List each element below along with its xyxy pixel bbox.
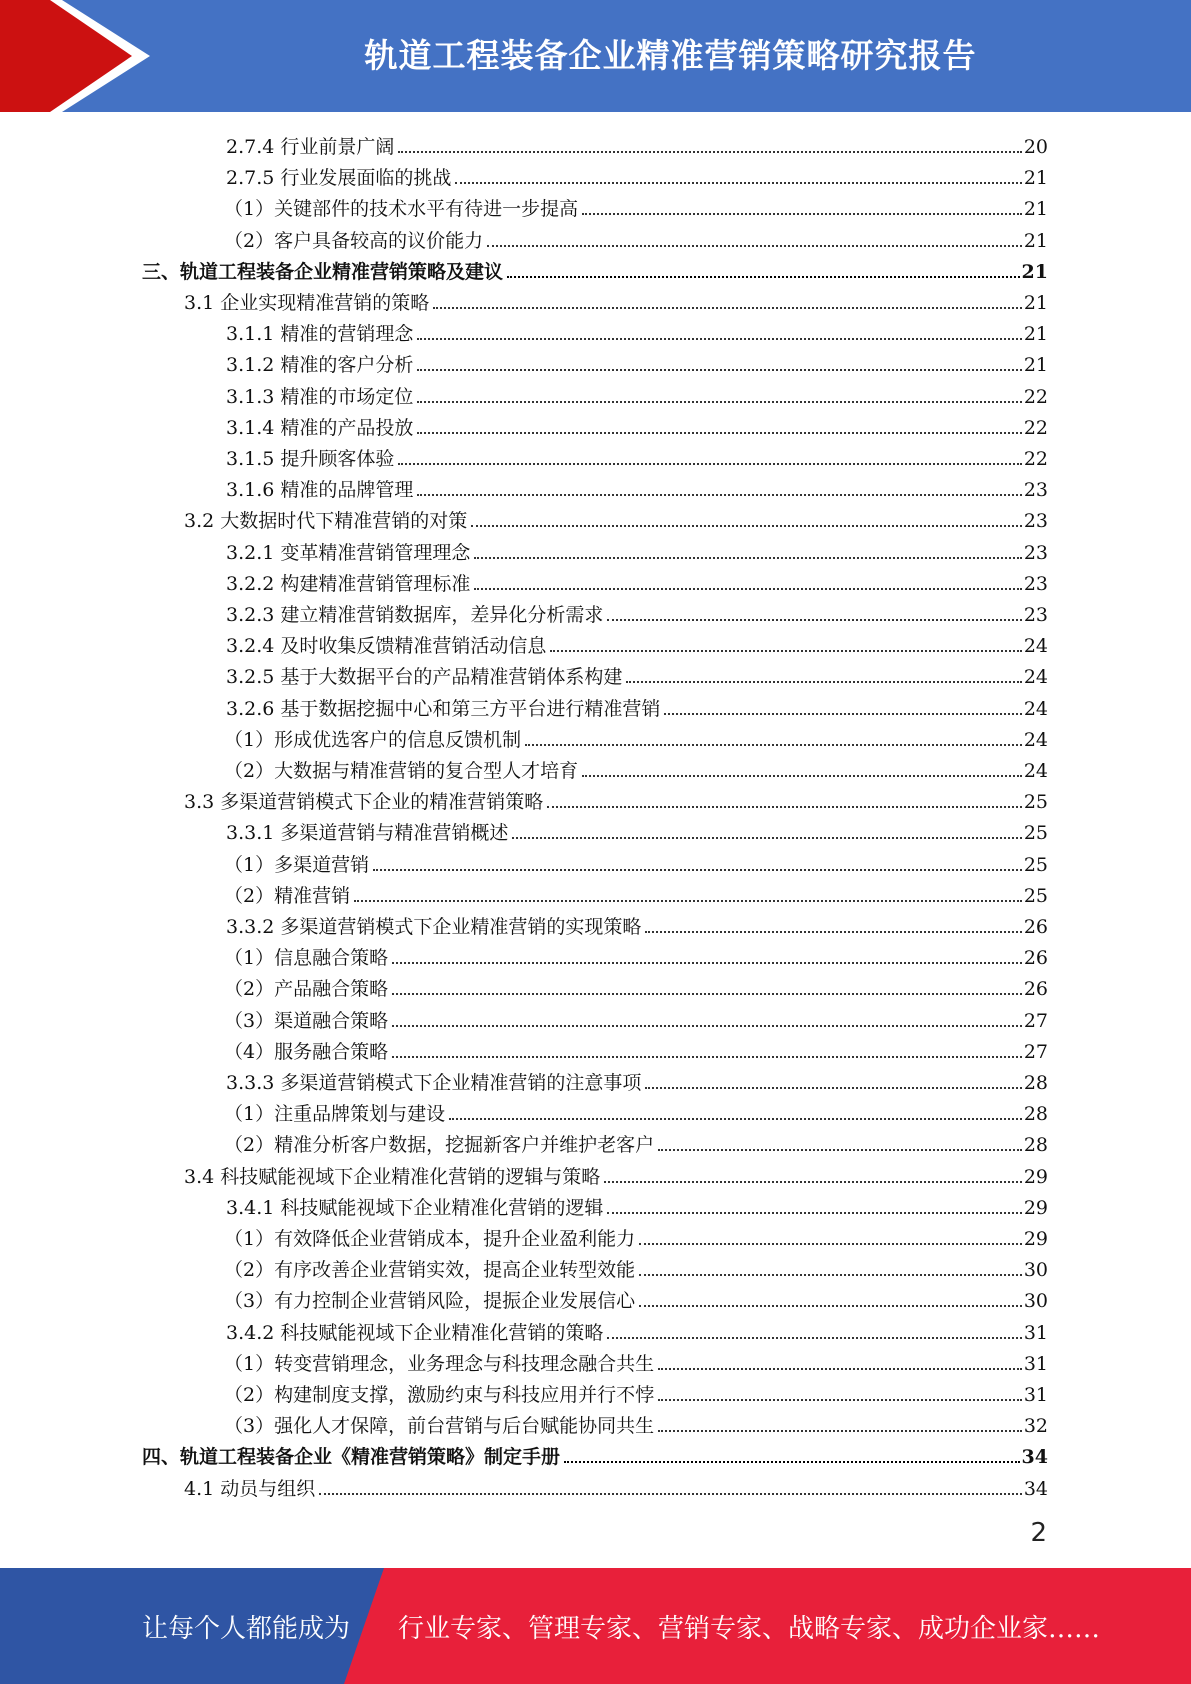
toc-entry-title: （1）形成优选客户的信息反馈机制 (224, 728, 522, 751)
toc-entry[interactable] (224, 1095, 1048, 1126)
toc-entry-page: 34 (1023, 1477, 1048, 1500)
toc-leader-dots (658, 1368, 1022, 1370)
toc-entry-page: 29 (1023, 1228, 1048, 1250)
toc-entry-title: 3.2.6 基于数据挖掘中心和第三方平台进行精准营销 (226, 697, 661, 720)
toc-entry[interactable] (226, 409, 1048, 440)
toc-entry[interactable] (224, 190, 1048, 221)
toc-entry-title: 3.3.3 多渠道营销模式下企业精准营销的注意事项 (226, 1072, 642, 1094)
toc-entry[interactable] (226, 534, 1048, 565)
toc-entry-title: 3.1.5 提升顾客体验 (226, 448, 395, 470)
toc-entry-title: （1）信息融合策略 (224, 947, 389, 970)
toc-entry-page: 21 (1023, 292, 1048, 314)
toc-entry-title: 3.4 科技赋能视域下企业精准化营销的逻辑与策略 (184, 1165, 601, 1188)
toc-entry-page: 22 (1023, 448, 1048, 470)
toc-entry[interactable] (224, 1282, 1048, 1313)
toc-leader-dots (658, 1430, 1022, 1432)
toc-entry-title: 3.2 大数据时代下精准营销的对策 (184, 510, 468, 533)
toc-leader-dots (658, 1399, 1022, 1401)
toc-leader-dots (455, 182, 1021, 184)
toc-entry[interactable] (226, 627, 1048, 658)
toc-entry[interactable] (224, 877, 1048, 908)
toc-entry-title: （1）转变营销理念，业务理念与科技理念融合共生 (224, 1352, 655, 1375)
toc-entry-title: （1）关键部件的技术水平有待进一步提高 (224, 198, 579, 221)
toc-entry[interactable] (226, 1064, 1048, 1095)
toc-entry[interactable] (224, 1345, 1048, 1376)
toc-leader-dots (417, 369, 1021, 371)
toc-entry[interactable] (224, 970, 1048, 1001)
toc-entry-title: 2.7.5 行业发展面临的挑战 (226, 167, 452, 190)
toc-entry-page: 24 (1023, 728, 1048, 751)
toc-entry[interactable] (142, 253, 1048, 284)
toc-leader-dots (626, 681, 1021, 683)
toc-entry[interactable] (184, 502, 1048, 533)
toc-entry[interactable] (226, 1314, 1048, 1345)
toc-leader-dots (658, 1149, 1022, 1151)
toc-leader-dots (512, 837, 1021, 839)
toc-entry[interactable] (226, 159, 1048, 190)
toc-entry-title: 3.3 多渠道营销模式下企业的精准营销策略 (184, 791, 544, 814)
toc-entry-page: 29 (1023, 1165, 1048, 1188)
toc-entry-page: 26 (1023, 978, 1048, 1001)
toc-entry-page: 23 (1023, 479, 1048, 502)
toc-entry-page: 23 (1023, 572, 1048, 595)
toc-entry-title: （2）构建制度支撑，激励约束与科技应用并行不悖 (224, 1384, 655, 1406)
toc-leader-dots (417, 401, 1021, 403)
toc-entry-page: 23 (1023, 604, 1048, 626)
toc-entry-page: 26 (1023, 916, 1048, 938)
toc-entry-title: （4）服务融合策略 (224, 1040, 389, 1063)
toc-entry-page: 21 (1023, 229, 1048, 252)
toc-entry-page: 31 (1023, 1352, 1048, 1375)
toc-entry[interactable] (226, 690, 1048, 721)
toc-entry[interactable] (226, 908, 1048, 939)
toc-entry-page: 31 (1023, 1384, 1048, 1406)
toc-entry[interactable] (184, 284, 1048, 315)
toc-leader-dots (398, 151, 1021, 153)
toc-entry-page: 21 (1023, 167, 1048, 190)
toc-entry-title: （1）有效降低企业营销成本，提升企业盈利能力 (224, 1228, 636, 1250)
toc-leader-dots (607, 1212, 1021, 1214)
toc-leader-dots (474, 557, 1021, 559)
toc-entry[interactable] (226, 128, 1048, 159)
toc-entry[interactable] (224, 846, 1048, 877)
toc-entry-title: （2）大数据与精准营销的复合型人才培育 (224, 760, 579, 782)
toc-entry[interactable] (224, 752, 1048, 783)
toc-entry-title: 3.1.2 精准的客户分析 (226, 354, 414, 377)
toc-leader-dots (398, 463, 1021, 465)
toc-entry[interactable] (224, 1376, 1048, 1407)
toc-entry-title: （1）多渠道营销 (224, 853, 370, 876)
toc-leader-dots (607, 1337, 1021, 1339)
toc-leader-dots (392, 1025, 1022, 1027)
toc-leader-dots (547, 806, 1022, 808)
toc-entry-page: 20 (1023, 136, 1048, 158)
toc-entry-title: 3.3.1 多渠道营销与精准营销概述 (226, 822, 509, 845)
toc-entry[interactable] (226, 1189, 1048, 1220)
toc-leader-dots (487, 245, 1022, 247)
toc-leader-dots (582, 775, 1022, 777)
toc-entry-title: 四、轨道工程装备企业《精准营销策略》制定手册 (142, 1446, 561, 1469)
toc-entry-page: 34 (1021, 1446, 1048, 1469)
toc-entry-page: 24 (1023, 760, 1048, 782)
toc-entry[interactable] (226, 378, 1048, 409)
toc-entry-title: （2）客户具备较高的议价能力 (224, 229, 484, 252)
footer-slogan-left: 让每个人都能成为 (142, 1613, 351, 1644)
toc-entry[interactable] (142, 1438, 1048, 1469)
toc-entry[interactable] (226, 596, 1048, 627)
toc-entry[interactable] (226, 565, 1048, 596)
toc-entry-page: 27 (1023, 1040, 1048, 1063)
toc-entry-page: 24 (1023, 697, 1048, 720)
toc-entry-title: （2）精准分析客户数据，挖掘新客户并维护老客户 (224, 1134, 655, 1157)
toc-entry-page: 25 (1023, 853, 1048, 876)
toc-entry[interactable] (224, 222, 1048, 253)
toc-entry[interactable] (226, 658, 1048, 689)
toc-entry-page: 25 (1023, 884, 1048, 907)
toc-leader-dots (319, 1493, 1022, 1495)
header-banner (0, 0, 1191, 112)
toc-leader-dots (474, 588, 1021, 590)
chevron-arrow-icon (0, 0, 160, 112)
footer-slogan-right: 行业专家、管理专家、营销专家、战略专家、成功企业家…… (398, 1613, 1101, 1644)
toc-entry-page: 26 (1023, 947, 1048, 970)
toc-entry-page: 21 (1023, 198, 1048, 221)
toc-entry-title: （2）精准营销 (224, 884, 351, 907)
toc-entry[interactable] (224, 939, 1048, 970)
toc-entry-title: （1）注重品牌策划与建设 (224, 1103, 446, 1126)
toc-entry-page: 24 (1023, 635, 1048, 658)
toc-entry-title: （3）有力控制企业营销风险，提振企业发展信心 (224, 1290, 636, 1313)
toc-leader-dots (607, 619, 1021, 621)
toc-entry[interactable] (226, 471, 1048, 502)
toc-entry-page: 32 (1023, 1415, 1048, 1438)
toc-leader-dots (417, 494, 1021, 496)
toc-entry-title: 3.2.1 变革精准营销管理理念 (226, 541, 471, 564)
toc-leader-dots (449, 1118, 1022, 1120)
toc-entry-title: 3.4.2 科技赋能视域下企业精准化营销的策略 (226, 1321, 604, 1344)
toc-entry-title: 4.1 动员与组织 (184, 1477, 316, 1500)
toc-entry-title: （3）渠道融合策略 (224, 1009, 389, 1032)
toc-entry-page: 22 (1023, 416, 1048, 439)
toc-entry[interactable] (224, 721, 1048, 752)
toc-leader-dots (392, 962, 1022, 964)
toc-entry[interactable] (226, 315, 1048, 346)
toc-entry-title: 3.2.3 建立精准营销数据库，差异化分析需求 (226, 604, 604, 626)
toc-entry-page: 30 (1023, 1259, 1048, 1282)
toc-leader-dots (564, 1461, 1020, 1463)
toc-leader-dots (354, 900, 1022, 902)
toc-leader-dots (604, 1181, 1022, 1183)
toc-entry-page: 27 (1023, 1009, 1048, 1032)
toc-entry-title: 3.1 企业实现精准营销的策略 (184, 292, 430, 314)
toc-entry-page: 23 (1023, 510, 1048, 533)
toc-leader-dots (471, 525, 1022, 527)
toc-entry-title: （2）有序改善企业营销实效，提高企业转型效能 (224, 1259, 636, 1282)
toc-entry[interactable] (224, 1126, 1048, 1157)
toc-entry[interactable] (224, 1407, 1048, 1438)
toc-leader-dots (639, 1274, 1022, 1276)
toc-entry[interactable] (184, 1158, 1048, 1189)
toc-entry-title: （2）产品融合策略 (224, 978, 389, 1001)
toc-leader-dots (392, 1056, 1022, 1058)
toc-leader-dots (525, 744, 1022, 746)
toc-entry-page: 21 (1023, 354, 1048, 377)
toc-entry-page: 22 (1023, 385, 1048, 408)
toc-entry[interactable] (224, 1220, 1048, 1251)
toc-entry-page: 28 (1023, 1072, 1048, 1094)
footer-banner (0, 1568, 1191, 1684)
toc-entry-page: 24 (1023, 666, 1048, 689)
toc-leader-dots (645, 1087, 1021, 1089)
toc-entry-title: 3.1.6 精准的品牌管理 (226, 479, 414, 502)
toc-entry[interactable] (224, 1033, 1048, 1064)
toc-entry[interactable] (226, 440, 1048, 471)
toc-leader-dots (639, 1243, 1022, 1245)
toc-entry-title: （3）强化人才保障，前台营销与后台赋能协同共生 (224, 1415, 655, 1438)
page-number: 2 (1030, 1518, 1047, 1548)
toc-entry-page: 29 (1023, 1196, 1048, 1219)
toc-leader-dots (392, 993, 1022, 995)
toc-entry-page: 28 (1023, 1103, 1048, 1126)
toc-entry-title: 3.1.3 精准的市场定位 (226, 385, 414, 408)
toc-entry-title: 3.2.2 构建精准营销管理标准 (226, 572, 471, 595)
toc-entry-title: 三、轨道工程装备企业精准营销策略及建议 (142, 260, 504, 283)
toc-entry-title: 3.3.2 多渠道营销模式下企业精准营销的实现策略 (226, 916, 642, 938)
toc-entry-page: 25 (1023, 791, 1048, 814)
toc-leader-dots (373, 869, 1022, 871)
toc-leader-dots (550, 650, 1021, 652)
toc-entry-page: 21 (1021, 260, 1048, 283)
toc-entry-title: 3.2.4 及时收集反馈精准营销活动信息 (226, 635, 547, 658)
toc-entry-title: 3.1.4 精准的产品投放 (226, 416, 414, 439)
toc-entry-page: 21 (1023, 323, 1048, 346)
toc-leader-dots (417, 338, 1021, 340)
toc-entry-page: 30 (1023, 1290, 1048, 1313)
toc-leader-dots (417, 432, 1021, 434)
toc-entry[interactable] (184, 1470, 1048, 1501)
toc-entry-title: 3.1.1 精准的营销理念 (226, 323, 414, 346)
toc-entry-title: 2.7.4 行业前景广阔 (226, 136, 395, 158)
toc-leader-dots (582, 213, 1022, 215)
toc-entry-page: 28 (1023, 1134, 1048, 1157)
toc-entry[interactable] (224, 1251, 1048, 1282)
toc-leader-dots (433, 307, 1022, 309)
toc-entry-page: 25 (1023, 822, 1048, 845)
toc-leader-dots (639, 1305, 1022, 1307)
toc-entry-page: 31 (1023, 1321, 1048, 1344)
toc-entry-title: 3.2.5 基于大数据平台的产品精准营销体系构建 (226, 666, 623, 689)
toc-entry[interactable] (226, 346, 1048, 377)
toc-entry[interactable] (224, 1002, 1048, 1033)
toc-entry[interactable] (184, 783, 1048, 814)
toc-entry-page: 23 (1023, 541, 1048, 564)
toc-entry-title: 3.4.1 科技赋能视域下企业精准化营销的逻辑 (226, 1196, 604, 1219)
document-title: 轨道工程装备企业精准营销策略研究报告 (364, 35, 977, 75)
toc-leader-dots (664, 713, 1021, 715)
toc-leader-dots (507, 276, 1020, 278)
toc-entry[interactable] (226, 814, 1048, 845)
toc-leader-dots (645, 931, 1021, 933)
